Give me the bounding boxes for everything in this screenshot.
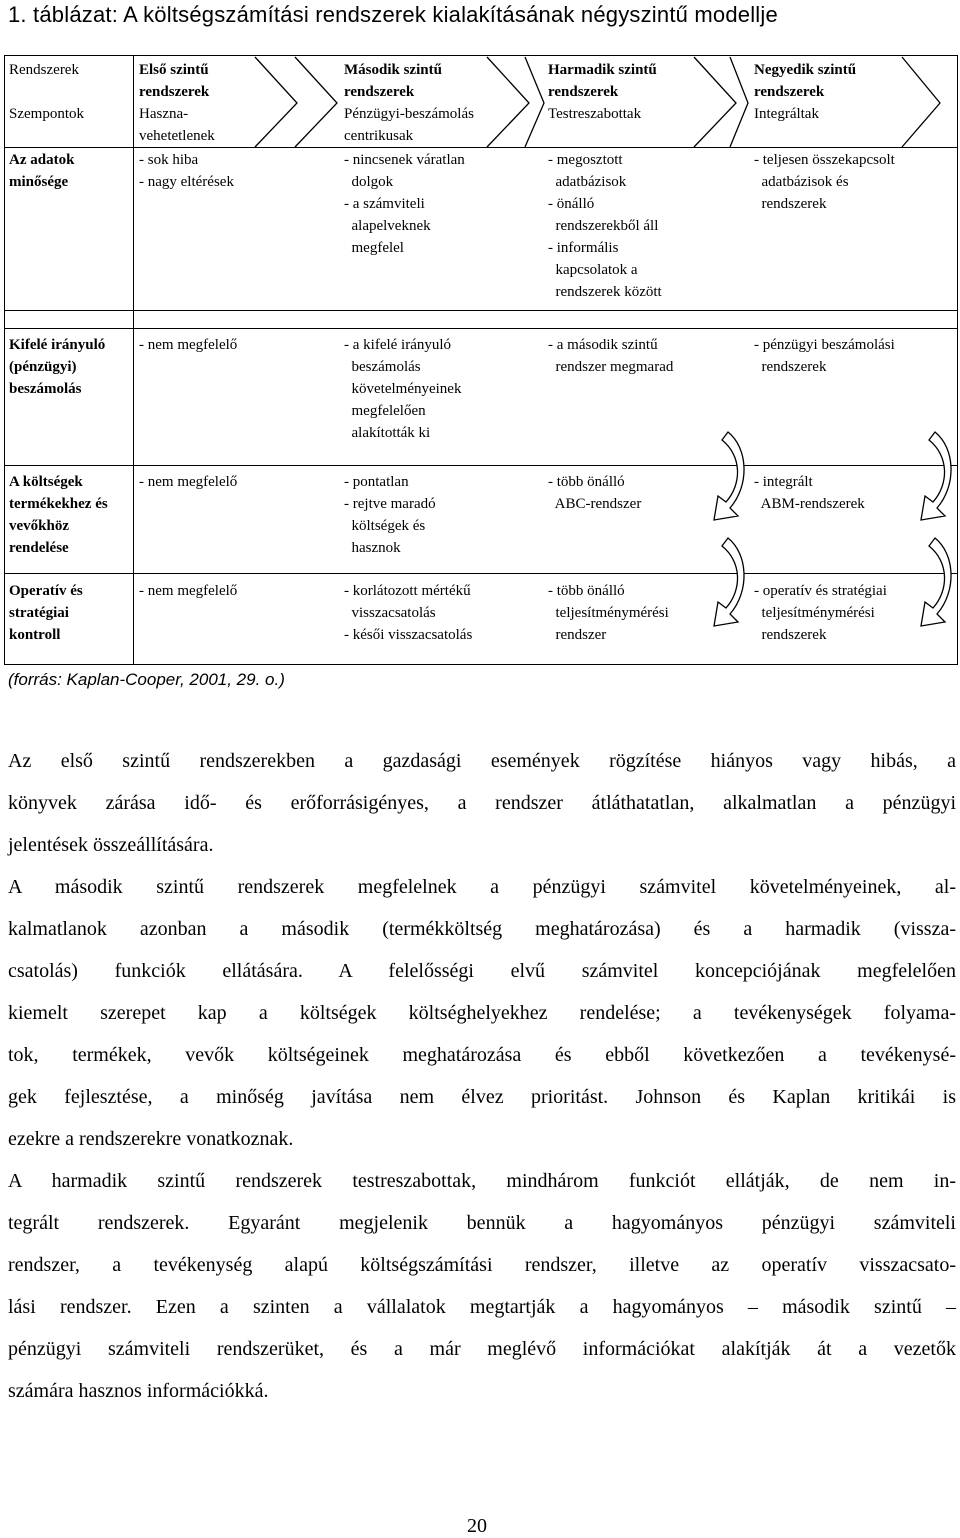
table-cell: - nem megfelelő (139, 583, 238, 599)
table-cell: - pénzügyi beszámolási rendszerek (754, 337, 895, 375)
paragraph (8, 740, 956, 866)
text-line: ezekre a rendszerekre vonatkoznak. (8, 1128, 294, 1150)
text-line: A második szintű rendszerek megfelelnek a pénzügyi számvitel követelményeinek, al- (8, 876, 956, 898)
level-chevron (255, 57, 297, 147)
table-title: 1. táblázat: A költségszámítási rendszerek kialakításának négyszintű modellje (8, 2, 778, 27)
level-chevron (730, 57, 748, 147)
level-1-desc: Haszna- vehetetlenek (139, 106, 215, 144)
table-cell: - teljesen összekapcsolt adatbázisok és rendszerek (754, 152, 895, 212)
table-cell: - operatív és stratégiai teljesítménymérési rendszerek (754, 583, 887, 643)
header-szempontok: Szempontok (9, 106, 84, 122)
table-cell: - több önálló ABC-rendszer (548, 474, 642, 512)
table-cell: - nem megfelelő (139, 337, 238, 353)
paragraph (8, 866, 956, 1160)
table-cell: - megosztott adatbázisok - önálló rendszerekből áll - informális kapcsolatok a rendszerek között (548, 152, 662, 300)
text-line: pénzügyi számviteli rendszerüket, és a már meglévő információkat alakítják át a vezetők (8, 1338, 956, 1360)
level-2-desc: Pénzügyi-beszámolás centrikusak (344, 106, 474, 144)
text-line: tok, termékek, vevők költségeinek meghatározása és ebből következően a tevékenysé- (8, 1044, 956, 1066)
table-cell: - sok hiba - nagy eltérések (139, 152, 234, 190)
header-rendszerek: Rendszerek (9, 62, 79, 78)
text-line: jelentések összeállítására. (8, 834, 214, 856)
curved-arrow-icon (714, 432, 744, 520)
level-1-name: Első szintű rendszerek (139, 62, 210, 100)
text-line: A harmadik szintű rendszerek testreszabottak, mindhárom funkciót ellátják, de nem in- (8, 1170, 956, 1192)
level-3-name: Harmadik szintű rendszerek (548, 62, 657, 100)
level-chevron (902, 57, 940, 147)
row-label: A költségek termékekhez és vevőkhöz rendelése (9, 474, 108, 556)
text-line: tegrált rendszerek. Egyaránt megjelenik bennük a hagyományos pénzügyi számviteli (8, 1212, 956, 1234)
text-line: gek fejlesztése, a minőség javítása nem élvez prioritást. Johnson és Kaplan kritikái is (8, 1086, 956, 1108)
level-4-name: Negyedik szintű rendszerek (754, 62, 857, 100)
table-cell: - a kifelé irányuló beszámolás követelményeinek megfelelően alakították ki (344, 337, 462, 441)
text-line: kiemelt szerepet kap a költségek költséghelyekhez rendelése; a tevékenységek folyama- (8, 1002, 956, 1024)
curved-arrow-icon (921, 432, 951, 520)
text-line: kalmatlanok azonban a második (termékköltség meghatározása) és a harmadik (vissza- (8, 918, 956, 940)
text-line: lási rendszer. Ezen a szinten a vállalatok megtartják a hagyományos – második szintű – (8, 1296, 956, 1318)
table-cell: - nem megfelelő (139, 474, 238, 490)
table-cell: - több önálló teljesítménymérési rendszer (548, 583, 669, 643)
level-chevron (487, 57, 529, 147)
text-line: könyvek zárása idő- és erőforrásigényes, a rendszer átláthatatlan, alkalmatlan a pénzügyi (8, 792, 956, 814)
source-note: (forrás: Kaplan-Cooper, 2001, 29. o.) (8, 670, 285, 689)
curved-arrow-icon (921, 538, 951, 626)
paragraph (8, 1160, 956, 1412)
table-cell: - a második szintű rendszer megmarad (548, 337, 674, 375)
level-2-name: Második szintű rendszerek (344, 62, 442, 100)
table-cell: - korlátozott mértékű visszacsatolás - késői visszacsatolás (344, 583, 473, 643)
level-chevron (295, 57, 337, 147)
table-cell: - nincsenek váratlan dolgok - a számviteli alapelveknek megfelel (344, 152, 465, 256)
curved-arrow-icon (714, 538, 744, 626)
level-3-desc: Testreszabottak (548, 106, 642, 122)
table-cell: - pontatlan - rejtve maradó költségek és hasznok (344, 474, 436, 556)
text-line: számára hasznos információkká. (8, 1380, 269, 1402)
page-number: 20 (467, 1515, 487, 1537)
level-4-desc: Integráltak (754, 106, 819, 122)
table-cell: - integrált ABM-rendszerek (754, 474, 865, 512)
text-line: Az első szintű rendszerekben a gazdasági események rögzítése hiányos vagy hibás, a (8, 750, 956, 772)
text-line: csatolás) funkciók ellátására. A felelősségi elvű számvitel koncepciójának megfelelően (8, 960, 956, 982)
row-label: Az adatok minősége (9, 152, 75, 190)
row-label: Kifelé irányuló (pénzügyi) beszámolás (9, 337, 106, 397)
text-line: rendszer, a tevékenység alapú költségszámítási rendszer, illetve az operatív visszacsato- (8, 1254, 956, 1276)
level-chevron (694, 57, 736, 147)
row-label: Operatív és stratégiai kontroll (9, 583, 83, 643)
